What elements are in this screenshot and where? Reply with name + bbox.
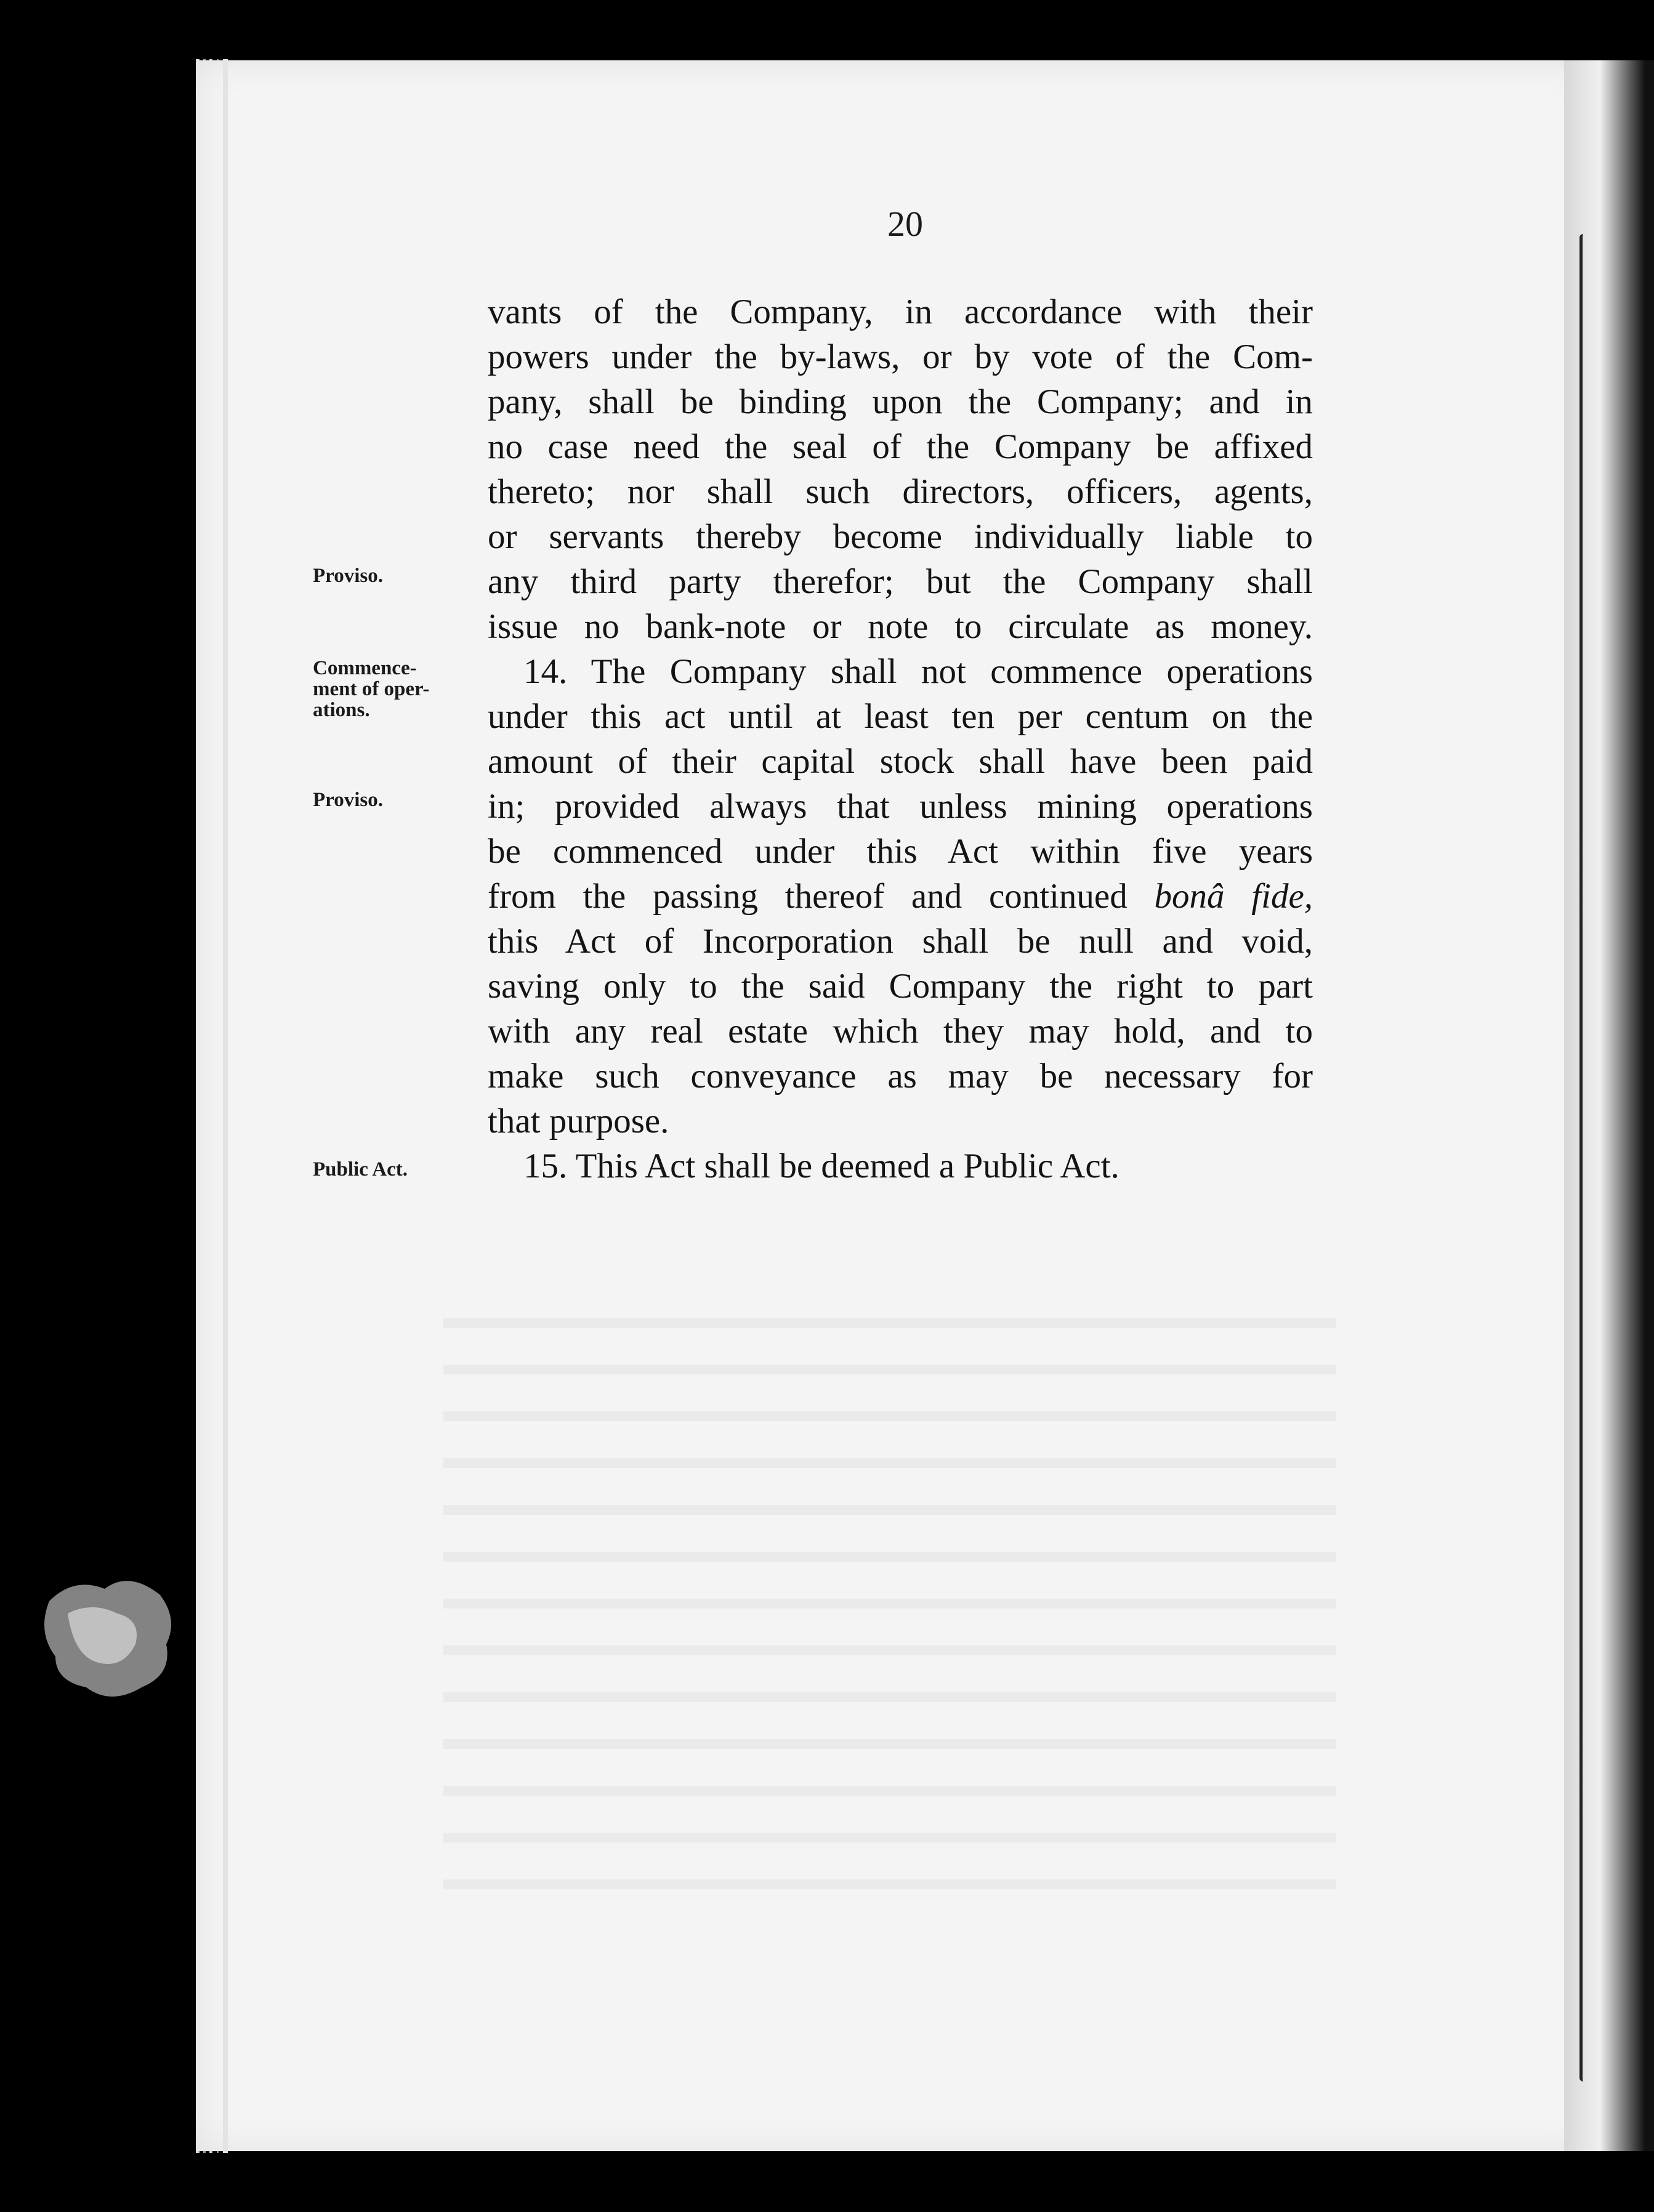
text-line: 14. The Company shall not commence operations — [523, 652, 1313, 691]
page-edge — [223, 59, 228, 2153]
body-text — [488, 289, 1313, 1189]
text-line — [488, 874, 1313, 919]
text-line: or servants thereby become individually liable to — [488, 517, 1313, 556]
text-line: this Act of Incorporation shall be null and void, — [488, 922, 1313, 961]
text-line: powers under the by-laws, or by vote of the Com- — [488, 337, 1313, 376]
binding-thread — [1579, 234, 1591, 2081]
margin-note-proviso — [313, 789, 454, 810]
margin-note-text: Proviso. — [313, 789, 383, 811]
text-segment: from the passing thereof and continued — [488, 877, 1128, 916]
text-line: vants of the Company, in accordance with their — [488, 293, 1313, 331]
text-line: make such conveyance as may be necessary for — [488, 1057, 1313, 1096]
italic-phrase: bonâ fide, — [1154, 877, 1313, 916]
margin-note-text: Public Act. — [313, 1158, 408, 1181]
text-line: under this act until at least ten per centum on the — [488, 697, 1313, 736]
margin-note-text: ations. — [313, 699, 370, 721]
margin-note-public-act — [313, 1159, 454, 1180]
text-line: with any real estate which they may hold, and to — [488, 1012, 1313, 1051]
margin-note-text: Commence- — [313, 657, 417, 679]
torn-paper-fragment — [37, 1564, 179, 1706]
margin-note-text: Proviso. — [313, 565, 383, 587]
text-line: 15. This Act shall be deemed a Public Act. — [523, 1147, 1119, 1185]
page-number: 20 — [887, 204, 923, 244]
text-line: pany, shall be binding upon the Company; and in — [488, 382, 1313, 421]
margin-note-text: ment of oper- — [313, 678, 430, 700]
text-line: no case need the seal of the Company be affixed — [488, 427, 1313, 466]
text-line: saving only to the said Company the right to part — [488, 967, 1313, 1006]
margin-note-commencement — [313, 658, 454, 721]
text-line: be commenced under this Act within five years — [488, 832, 1313, 871]
text-line: that purpose. — [488, 1102, 669, 1140]
text-line: in; provided always that unless mining operations — [488, 787, 1313, 826]
margin-note-proviso — [313, 565, 454, 586]
text-line: any third party therefor; but the Company shall — [488, 562, 1313, 601]
text-line: thereto; nor shall such directors, officers, agents, — [488, 472, 1313, 511]
binding-gutter — [1564, 60, 1654, 2151]
text-line: issue no bank-note or note to circulate as money. — [488, 607, 1313, 646]
text-line: amount of their capital stock shall have been paid — [488, 742, 1313, 781]
bleed-through-text — [443, 1281, 1336, 1897]
